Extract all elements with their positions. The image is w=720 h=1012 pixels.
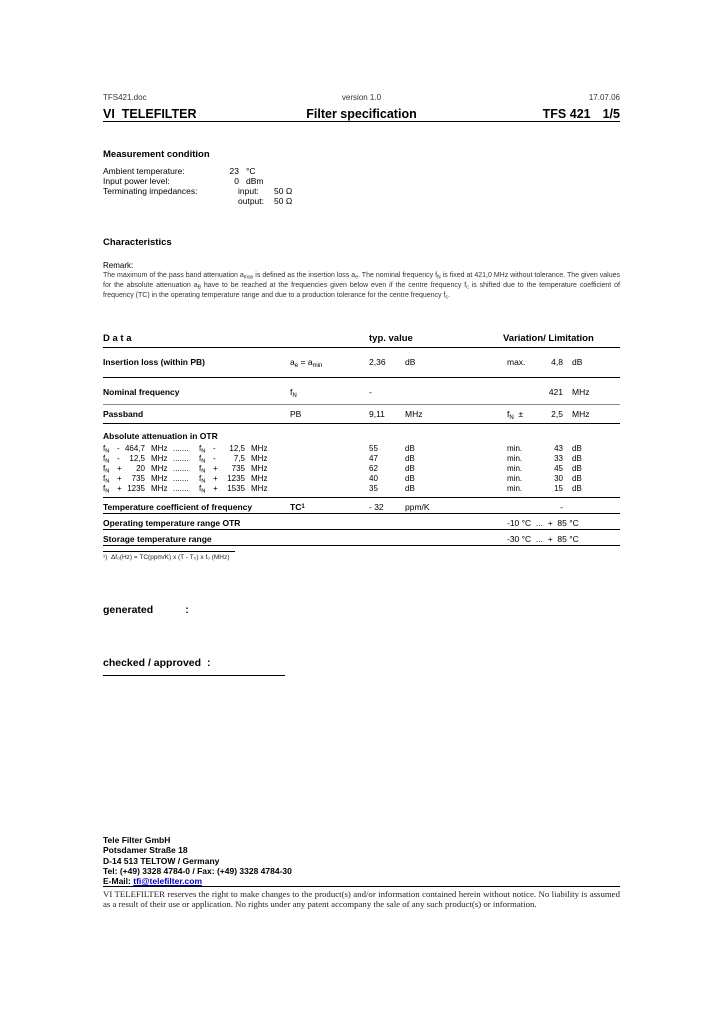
remark-sub: max (243, 274, 254, 281)
measurement-condition-section (103, 149, 620, 206)
lim-unit: dB (572, 454, 582, 463)
f-sub: N (201, 448, 206, 455)
nominal-label: Nominal frequency (103, 387, 180, 397)
f-letter: f (103, 474, 106, 483)
part-number: TFS 421 (542, 107, 591, 121)
range-dots: ....... (173, 484, 189, 493)
ambient-label: Ambient temperature: (103, 166, 185, 176)
part-and-page (448, 107, 620, 121)
lim-label: min. (507, 484, 523, 493)
mhz-unit: MHz (151, 464, 168, 473)
footer-phone: Tel: (+49) 3328 4784-0 / Fax: (+49) 3328 4784-30 (103, 865, 292, 876)
range-sign-1: - (117, 454, 120, 463)
range-value-2: 1535 (227, 484, 245, 493)
lim-value: 45 (554, 464, 563, 473)
insertion-typ: 2,36 (369, 357, 386, 367)
lim-label: min. (507, 454, 523, 463)
table-divider (103, 545, 620, 546)
remark-segment: is defined as the insertion loss a (253, 272, 356, 279)
tc-symbol (290, 502, 305, 512)
range-sign-1: + (117, 484, 122, 493)
plus-minus: ± (518, 409, 524, 419)
insertion-loss-row (103, 357, 620, 377)
header-divider (103, 121, 620, 122)
doc-date: 17.07.06 (588, 93, 620, 102)
storage-temperature-row (103, 534, 620, 545)
nominal-frequency-row (103, 387, 620, 404)
footnote-marker: ¹) (103, 554, 108, 561)
otr-range: -10 °C ... + 85 °C (507, 518, 579, 528)
remark-segment: is shifted due to the temperature coefficient of frequency (TC) in the operating temperature range and due to a production tolerance for the centre frequency f (103, 282, 620, 300)
checked-approved-section (103, 657, 620, 676)
table-divider (103, 529, 620, 530)
insertion-lim-label: max. (507, 357, 526, 367)
lim-label: min. (507, 464, 523, 473)
range-value-1: 20 (136, 464, 145, 473)
remark-sub: c (466, 284, 469, 291)
header-title-row (103, 107, 620, 121)
checked-approved-label: checked / approved (103, 657, 202, 669)
mhz-unit: MHz (251, 464, 268, 473)
range-sign-1: + (117, 464, 122, 473)
footnote-divider (103, 551, 235, 552)
impedance-spacer (103, 196, 221, 206)
tc-footnote-ref: 1 (301, 502, 305, 510)
mhz-unit: MHz (151, 444, 168, 453)
footnote-text (103, 554, 620, 561)
f-letter: f (103, 444, 106, 453)
f-sub: N (105, 478, 110, 485)
typ-unit: dB (405, 444, 415, 453)
insertion-typ-unit: dB (405, 357, 416, 367)
mhz-unit: MHz (251, 484, 268, 493)
email-label: E-Mail: (103, 876, 131, 887)
lim-value: 30 (554, 474, 563, 483)
f-letter: f (103, 484, 106, 493)
remark-segment: have to be reached at the frequencies given below even if the centre frequency f (200, 282, 467, 290)
nominal-lim-unit: MHz (572, 387, 590, 397)
footer (103, 835, 620, 909)
generated-line (103, 604, 620, 616)
f-sub: N (201, 458, 206, 465)
range-sign-2: + (213, 464, 218, 473)
attenuation-row (103, 454, 620, 464)
attenuation-row (103, 484, 620, 494)
tc-typ-unit: ppm/K (405, 502, 430, 512)
col-header-data: D a t a (103, 333, 132, 344)
range-value-2: 735 (231, 464, 245, 473)
email-link[interactable]: tfi@telefilter.com (133, 876, 202, 887)
remark-segment: . (447, 292, 450, 300)
mhz-unit: MHz (151, 474, 168, 483)
footer-company: Tele Filter GmbH (103, 835, 171, 845)
f-letter: f (199, 484, 202, 493)
temperature-coefficient-row (103, 502, 620, 513)
mhz-unit: MHz (251, 444, 268, 453)
doc-version: version 1.0 (341, 93, 382, 102)
data-table (103, 333, 620, 561)
remark-label: Remark: (103, 261, 134, 270)
generated-colon: : (185, 604, 189, 616)
lim-value: 33 (554, 454, 563, 463)
characteristics-section (103, 237, 620, 302)
generated-label: generated (103, 604, 154, 616)
typ-value: 55 (369, 444, 378, 453)
sym-eq: = a (298, 357, 313, 367)
sym-min-sub: min (312, 361, 323, 369)
f-letter: f (199, 474, 202, 483)
typ-value: 40 (369, 474, 378, 483)
passband-lim-unit: MHz (572, 409, 590, 419)
typ-value: 35 (369, 484, 378, 493)
range-value-1: 464,7 (124, 444, 145, 453)
characteristics-heading: Characteristics (103, 237, 172, 248)
ambient-temperature-row (103, 166, 620, 176)
sym-a: a (290, 357, 295, 367)
otr-label: Operating temperature range OTR (103, 518, 241, 528)
lim-value: 43 (554, 444, 563, 453)
mhz-unit: MHz (251, 474, 268, 483)
table-divider (103, 377, 620, 378)
footer-city: D-14 513 TELTOW / Germany (103, 855, 220, 866)
range-dots: ....... (173, 454, 189, 463)
col-header-variation: Variation/ Limitation (503, 333, 594, 344)
brand-name: VI TELEFILTER (103, 107, 197, 121)
f-sub: N (201, 468, 206, 475)
range-value-1: 1235 (127, 484, 145, 493)
header-meta-row (103, 93, 620, 102)
range-value-2: 1235 (227, 474, 245, 483)
f-letter: f (103, 464, 106, 473)
range-sign-2: + (213, 474, 218, 483)
checked-approved-line (103, 657, 285, 676)
storage-range: -30 °C ... + 85 °C (507, 534, 579, 544)
impedance-output-row (103, 196, 620, 206)
lim-label: min. (507, 444, 523, 453)
f-sub: N (201, 488, 206, 495)
range-dots: ....... (173, 464, 189, 473)
f-sub: N (201, 478, 206, 485)
remark-text (103, 272, 620, 302)
operating-temperature-row (103, 518, 620, 529)
remark-segment: . The nominal frequency f (358, 272, 438, 279)
tc-typ: - 32 (369, 502, 384, 512)
typ-unit: dB (405, 484, 415, 493)
impedance-input-row (103, 186, 620, 196)
table-divider (103, 423, 620, 424)
table-divider (103, 513, 620, 514)
nominal-symbol (290, 387, 297, 399)
remark-segment: The maximum of the pass band attenuation a (103, 272, 244, 279)
lim-value: 15 (554, 484, 563, 493)
col-header-typ: typ. value (369, 333, 413, 344)
footer-email-line (103, 876, 620, 886)
table-divider-thin (103, 404, 620, 405)
f-letter: f (199, 444, 202, 453)
doc-filename: TFS421.doc (103, 93, 147, 102)
f-letter: f (103, 454, 106, 463)
tc-label: Temperature coefficient of frequency (103, 502, 253, 512)
f-symbol-sub: N (509, 413, 514, 421)
storage-label: Storage temperature range (103, 534, 212, 544)
f-sub: N (105, 488, 110, 495)
passband-fn-pm (507, 409, 523, 421)
f-sub: N (105, 458, 110, 465)
attenuation-heading: Absolute attenuation in OTR (103, 431, 218, 441)
remark-sub: N (437, 274, 441, 281)
f-symbol: f (290, 387, 293, 397)
range-value-1: 735 (131, 474, 145, 483)
footer-street: Potsdamer Straße 18 (103, 845, 188, 856)
f-symbol (199, 484, 205, 495)
f-sub: N (105, 468, 110, 475)
range-sign-2: + (213, 484, 218, 493)
f-sub: N (105, 448, 110, 455)
impedance-output-value: 50 Ω (274, 196, 293, 206)
f-symbol (103, 484, 109, 495)
nominal-typ: - (369, 387, 372, 397)
passband-symbol: PB (290, 409, 302, 419)
range-sign-2: - (213, 454, 216, 463)
passband-lim-value: 2,5 (551, 409, 563, 419)
range-dots: ....... (173, 444, 189, 453)
table-divider (103, 497, 620, 498)
f-symbol-sub: N (292, 391, 297, 399)
doc-title: Filter specification (306, 107, 417, 121)
lim-unit: dB (572, 474, 582, 483)
attenuation-row (103, 464, 620, 474)
typ-value: 62 (369, 464, 378, 473)
attenuation-row (103, 474, 620, 484)
passband-label: Passband (103, 409, 144, 419)
attenuation-heading-row (103, 431, 620, 444)
passband-typ-unit: MHz (405, 409, 423, 419)
passband-row (103, 409, 620, 423)
lim-unit: dB (572, 444, 582, 453)
typ-unit: dB (405, 464, 415, 473)
impedance-output-label: output: (238, 196, 264, 206)
insertion-lim-unit: dB (572, 357, 583, 367)
power-value: 0 (234, 176, 239, 186)
lim-label: min. (507, 474, 523, 483)
range-dots: ....... (173, 474, 189, 483)
footnote-formula: Δf₀(Hz) = TC(ppm/K) x (T - T₀) x f₀ (MHz) (110, 554, 230, 561)
range-value-2: 7,5 (233, 454, 245, 463)
f-letter: f (199, 464, 202, 473)
tc-sym: TC (290, 502, 302, 512)
footer-divider (103, 886, 620, 887)
range-sign-1: - (117, 444, 120, 453)
table-divider (103, 347, 620, 348)
footnote-block (103, 551, 620, 561)
legal-disclaimer: VI TELEFILTER reserves the right to make changes to the product(s) and/or information contained herein without notice. No liability is assumed as a result of their use or application. No rights under any patent accompany the sale of any such product(s) or information. (103, 889, 620, 910)
f-letter: f (199, 454, 202, 463)
doc-header (103, 93, 620, 122)
power-label: Input power level: (103, 176, 170, 186)
remark-sub: e (355, 274, 358, 281)
range-sign-1: + (117, 474, 122, 483)
ambient-value: 23 (229, 166, 239, 176)
insertion-label: Insertion loss (within PB) (103, 357, 206, 367)
input-power-row (103, 176, 620, 186)
remark-sub: c (445, 294, 448, 301)
checked-approved-colon: : (207, 657, 211, 669)
typ-value: 47 (369, 454, 378, 463)
generated-section (103, 604, 620, 616)
nominal-lim-value: 421 (548, 387, 563, 397)
range-sign-2: - (213, 444, 216, 453)
page-indicator: 1/5 (602, 107, 620, 121)
lim-unit: dB (572, 464, 582, 473)
remark-segment: is fixed at 421,0 MHz without tolerance. The given values for the absolute attenuation a (103, 272, 620, 290)
remark-sub: B (197, 284, 201, 291)
impedance-input-label: input: (238, 186, 259, 196)
mhz-unit: MHz (251, 454, 268, 463)
measurement-heading: Measurement condition (103, 149, 210, 160)
table-header-row (103, 333, 620, 347)
ambient-unit: °C (246, 166, 256, 176)
typ-unit: dB (405, 454, 415, 463)
insertion-lim-value: 4,8 (551, 357, 563, 367)
range-value-1: 12,5 (129, 454, 145, 463)
sym-a-sub: e (294, 361, 299, 369)
attenuation-row (103, 444, 620, 454)
f-symbol: f (507, 409, 510, 419)
impedance-label: Terminating impedances: (103, 186, 198, 196)
attenuation-rows (103, 444, 620, 494)
mhz-unit: MHz (151, 454, 168, 463)
typ-unit: dB (405, 474, 415, 483)
power-unit: dBm (246, 176, 264, 186)
insertion-symbol (290, 357, 322, 369)
impedance-input-value: 50 Ω (274, 186, 293, 196)
lim-unit: dB (572, 484, 582, 493)
range-value-2: 12,5 (229, 444, 245, 453)
tc-lim-value: - (560, 502, 563, 512)
passband-typ: 9,11 (369, 409, 385, 419)
mhz-unit: MHz (151, 484, 168, 493)
